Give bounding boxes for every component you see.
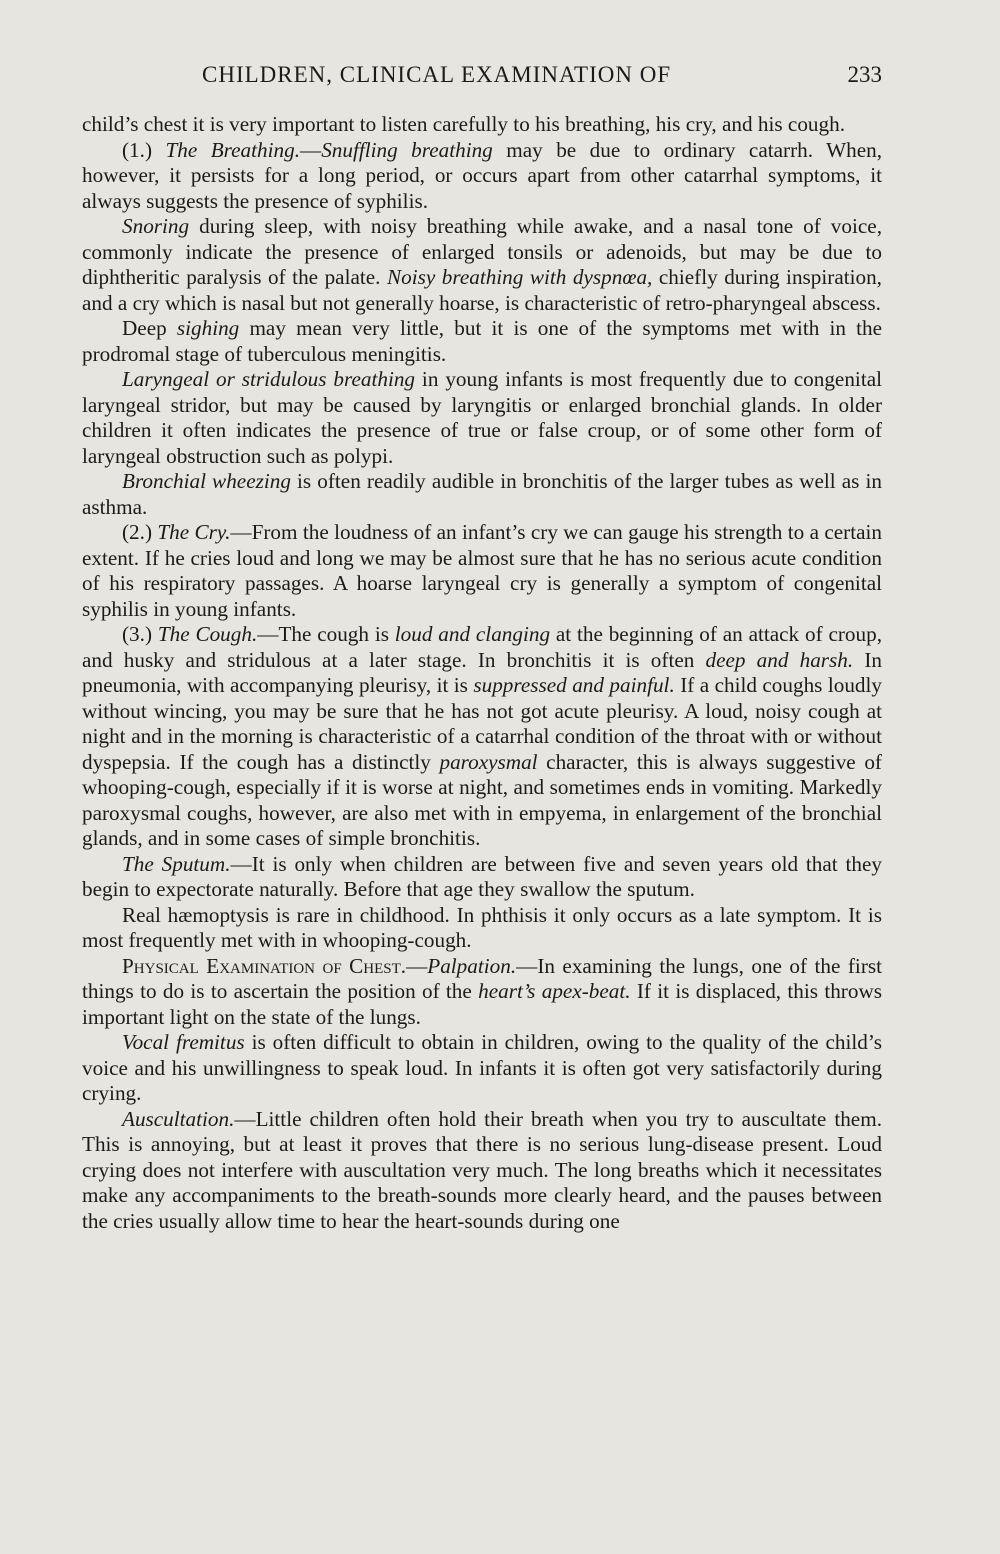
italic-text: The Cry. bbox=[157, 520, 231, 544]
paragraph bbox=[82, 954, 882, 1031]
text-run: in young infants is most frequently due to congenital laryngeal stridor, but may be caused by laryngitis or enlarged bronchial glands. In older children it often indicates the presence of true or false croup, or of some other form of laryngeal obstruction such as polypi. bbox=[82, 367, 882, 468]
italic-text: Vocal fremitus bbox=[122, 1030, 245, 1054]
italic-text: Palpation. bbox=[427, 953, 517, 978]
italic-text: Noisy breathing with dyspnœa, bbox=[386, 265, 653, 289]
text-run: chiefly during inspiration, and a cry which is nasal but not generally hoarse, is characteristic of retro-pharyngeal abscess. bbox=[82, 265, 882, 315]
text-run: —It is only when children are between five and seven years old that they begin to expectorate naturally. Before that age they swallow the sputum. bbox=[82, 851, 883, 901]
paragraph bbox=[82, 1030, 882, 1107]
paragraph bbox=[82, 316, 882, 367]
italic-text: The Cough. bbox=[157, 622, 258, 646]
italic-text: The Sputum. bbox=[122, 851, 231, 876]
text-run: —The cough is bbox=[257, 622, 395, 646]
italic-text: Bronchial wheezing bbox=[122, 469, 291, 493]
text-run: —In examining the lungs, one of the first things to do is to ascertain the position of the bbox=[82, 953, 883, 1003]
paragraph bbox=[82, 112, 882, 138]
italic-text: The Breathing. bbox=[165, 137, 300, 162]
small-caps-heading: Physical Examination of Chest. bbox=[122, 953, 407, 978]
text-run: at the beginning of an attack of croup, and husky and stridulous at a later stage. In bronchitis it is often bbox=[82, 622, 882, 672]
text-run: (2.) bbox=[122, 520, 158, 544]
paragraph bbox=[82, 852, 882, 903]
body-text bbox=[82, 112, 882, 1234]
italic-text: Auscultation. bbox=[122, 1106, 235, 1131]
text-run: is often readily audible in bronchitis of the larger tubes as well as in asthma. bbox=[82, 469, 882, 519]
text-run: —Little children often hold their breath when you try to auscultate them. This is annoying, but at least it proves that there is no serious lung-disease present. Loud crying does not interfere with auscultation very much. The long breaths which it necessitates make any accompaniments to the breath-sounds more clearly heard, and the pauses between the cries usually allow time to hear the heart-sounds during one bbox=[82, 1106, 882, 1233]
text-run: Real hæmoptysis is rare in childhood. In phthisis it only occurs as a late symptom. It is most frequently met with in whooping-cough. bbox=[82, 902, 882, 952]
text-run: If a child coughs loudly without wincing, you may be sure that he has not got acute pleurisy. A loud, noisy cough at night and in the morning is characteristic of a catarrhal condition of the throat with or without dyspepsia. If the cough has a distinctly bbox=[82, 673, 882, 774]
italic-text: suppressed and painful. bbox=[473, 673, 675, 697]
paragraph bbox=[82, 520, 882, 622]
running-head-title: CHILDREN, CLINICAL EXAMINATION OF bbox=[202, 62, 672, 87]
paragraph bbox=[82, 1107, 882, 1235]
text-run: In pneumonia, with accompanying pleurisy, it is bbox=[82, 647, 882, 697]
text-run: child’s chest it is very important to listen carefully to his breathing, his cry, and his cough. bbox=[82, 112, 845, 136]
italic-text: Snuffling breathing bbox=[321, 137, 493, 162]
text-run: — bbox=[300, 137, 322, 162]
text-run: If it is displaced, this throws important light on the state of the lungs. bbox=[82, 979, 883, 1029]
text-run: — bbox=[406, 953, 428, 978]
text-run: during sleep, with noisy breathing while awake, and a nasal tone of voice, commonly indicate the presence of enlarged tonsils or adenoids, but may be due to diphtheritic paralysis of the palate. bbox=[82, 214, 882, 289]
text-run: (3.) bbox=[122, 622, 158, 646]
italic-text: Laryngeal or stridulous breathing bbox=[122, 367, 416, 391]
italic-text: heart’s apex-beat. bbox=[478, 979, 631, 1003]
text-run: —From the loudness of an infant’s cry we can gauge his strength to a certain extent. If he cries loud and long we may be almost sure that he has no serious acute condition of his respiratory passages. A hoarse laryngeal cry is generally a symptom of congenital syphilis in young infants. bbox=[82, 520, 882, 621]
italic-text: Snoring bbox=[122, 214, 190, 238]
paragraph bbox=[82, 469, 882, 520]
text-run: may mean very little, but it is one of the symptoms met with in the prodromal stage of tuberculous meningitis. bbox=[82, 316, 882, 366]
text-run: is often difficult to obtain in children, owing to the quality of the child’s voice and his unwillingness to speak loud. In infants it is often got very satisfactorily during crying. bbox=[82, 1030, 883, 1105]
paragraph bbox=[82, 903, 882, 954]
italic-text: sighing bbox=[176, 316, 240, 340]
text-run: may be due to ordinary catarrh. When, however, it persists for a long period, or occurs apart from other catarrhal symptoms, it always suggests the presence of syphilis. bbox=[82, 137, 883, 213]
italic-text: paroxysmal bbox=[439, 749, 538, 774]
text-run: Deep bbox=[122, 316, 177, 340]
paragraph bbox=[82, 367, 882, 469]
running-head bbox=[82, 62, 882, 102]
paragraph bbox=[82, 214, 882, 316]
text-run: character, this is always suggestive of whooping-cough, especially if it is worse at night, and sometimes ends in vomiting. Markedly paroxysmal coughs, however, are also met with in empyema, in enlargement of the bronchial glands, and in some cases of simple bronchitis. bbox=[82, 749, 882, 850]
paragraph bbox=[82, 138, 882, 215]
text-run: (1.) bbox=[122, 137, 166, 162]
paragraph bbox=[82, 622, 882, 852]
italic-text: deep and harsh. bbox=[705, 647, 854, 672]
italic-text: loud and clanging bbox=[394, 622, 551, 646]
page-number: 233 bbox=[847, 62, 882, 87]
